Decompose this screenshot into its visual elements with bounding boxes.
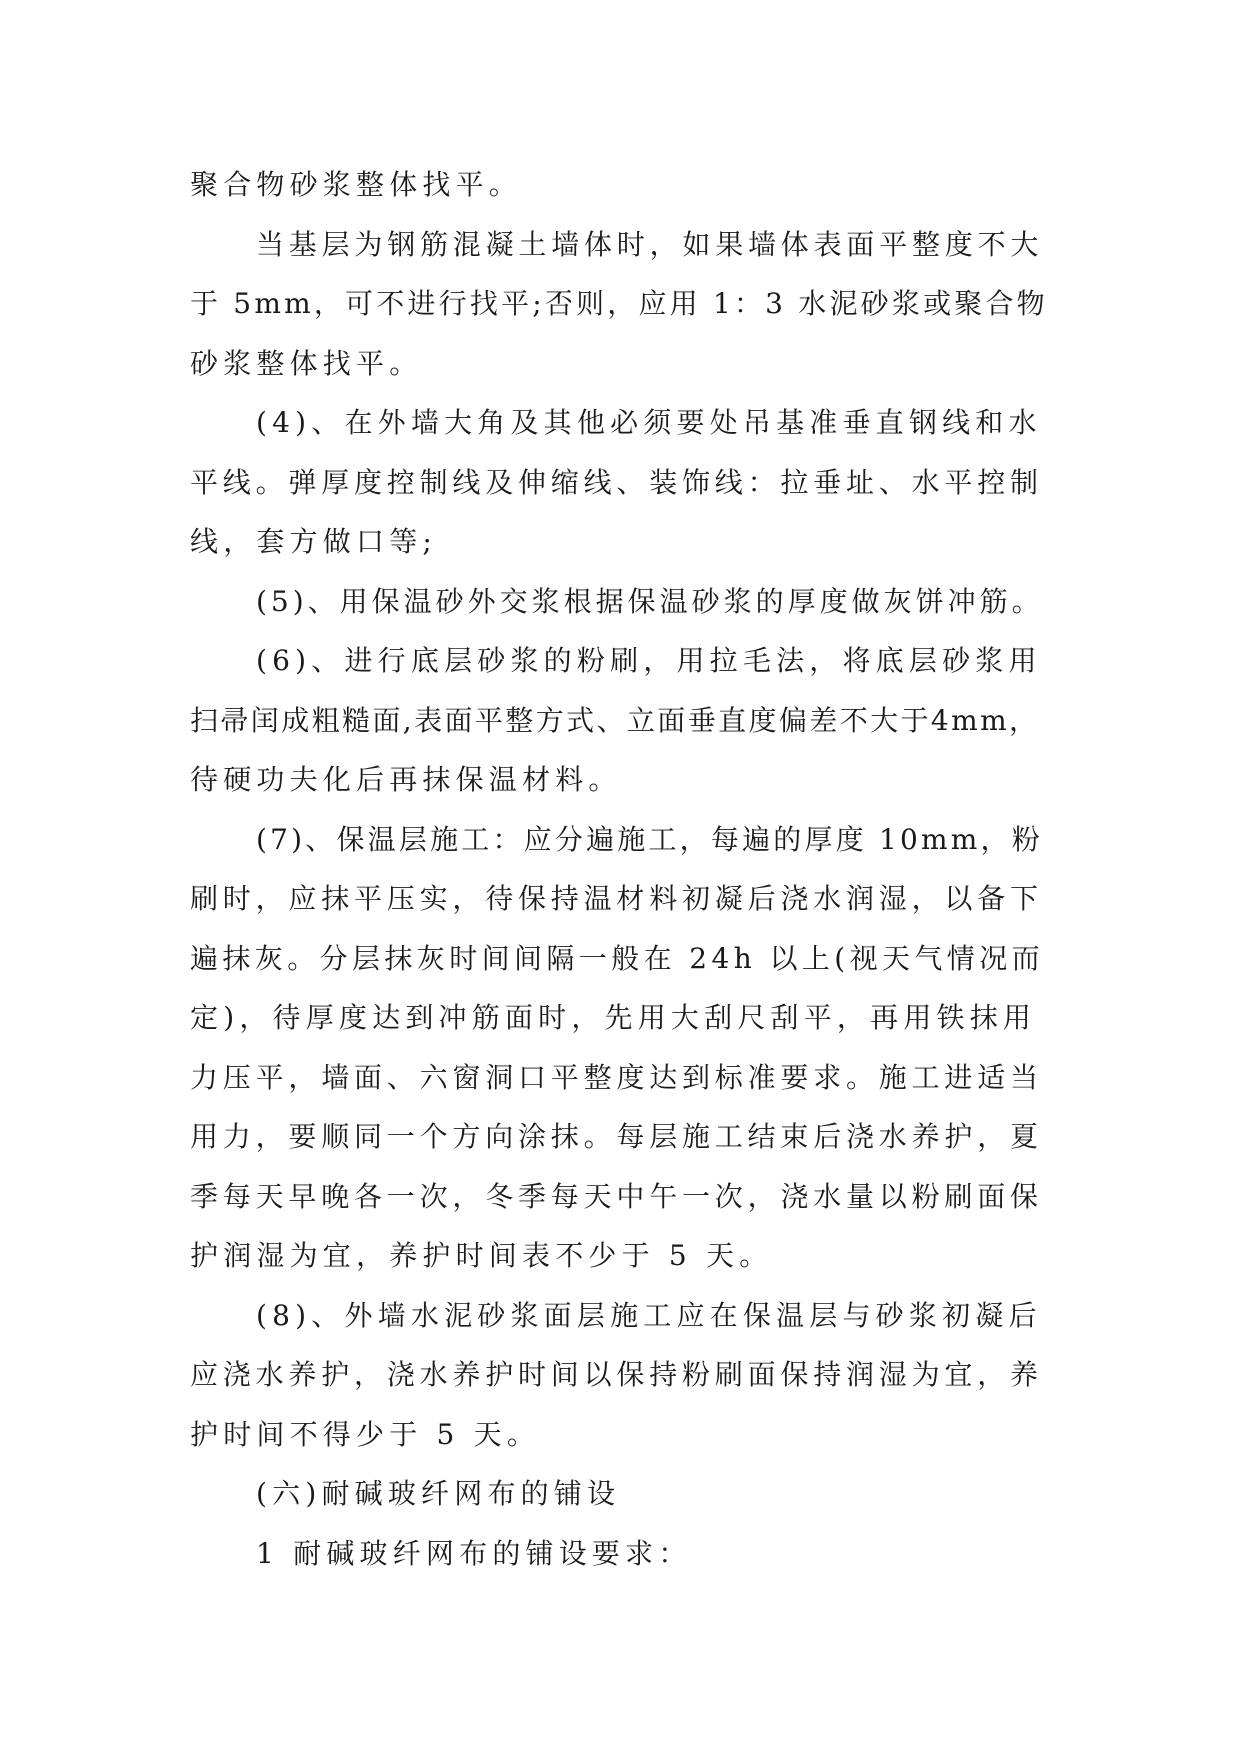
text-line: 用力，要顺同一个方向涂抹。每层施工结束后浇水养护，夏	[190, 1120, 1043, 1153]
text-line: 力压平，墙面、六窗洞口平整度达到标准要求。施工进适当	[190, 1060, 1043, 1094]
text-line: 于 5mm，可不进行找平;否则，应用 1：3 水泥砂浆或聚合物	[190, 287, 1048, 320]
text-line: 刷时，应抹平压实，待保持温材料初凝后浇水润湿，以备下	[190, 882, 1043, 915]
text-line: (6)、进行底层砂浆的粉刷，用拉毛法，将底层砂浆用	[256, 644, 1042, 677]
text-line: (5)、用保温砂外交浆根据保温砂浆的厚度做灰饼冲筋。	[256, 584, 1044, 618]
text-line: 护润湿为宜，养护时间表不少于 5 天。	[190, 1239, 773, 1272]
body-text	[190, 155, 1050, 1583]
subsection-heading: 1 耐碱玻纤网布的铺设要求：	[256, 1536, 692, 1570]
text-line: (4)、在外墙大角及其他必须要处吊基准垂直钢线和水	[256, 406, 1042, 439]
text-line: 遍抹灰。分层抹灰时间间隔一般在 24h 以上(视天气情况而	[190, 941, 1044, 975]
text-line: 季每天早晚各一次，冬季每天中午一次，浇水量以粉刷面保	[190, 1179, 1043, 1213]
text-line: 待硬功夫化后再抹保温材料。	[190, 763, 622, 796]
text-line: 定)，待厚度达到冲筋面时，先用大刮尺刮平，再用铁抹用	[190, 1001, 1037, 1034]
text-line: (8)、外墙水泥砂浆面层施工应在保温层与砂浆初凝后	[256, 1298, 1042, 1332]
text-line: 应浇水养护，浇水养护时间以保持粉刷面保持润湿为宜，养	[190, 1358, 1043, 1391]
text-line: 砂浆整体找平。	[190, 346, 423, 380]
text-line: 聚合物砂浆整体找平。	[190, 168, 523, 201]
text-line: (7)、保温层施工：应分遍施工，每遍的厚度 10mm，粉	[256, 822, 1043, 856]
text-line: 线，套方做口等;	[190, 525, 438, 558]
text-line: 护时间不得少于 5 天。	[190, 1417, 541, 1451]
text-line: 平线。弹厚度控制线及伸缩线、装饰线：拉垂址、水平控制	[190, 465, 1043, 499]
text-line: 当基层为钢筋混凝土墙体时，如果墙体表面平整度不大	[256, 227, 1044, 261]
text-line: 扫帚闰成粗糙面,表面平整方式、立面垂直度偏差不大于4mm，	[190, 703, 1040, 737]
section-heading: (六)耐碱玻纤网布的铺设	[256, 1477, 621, 1510]
